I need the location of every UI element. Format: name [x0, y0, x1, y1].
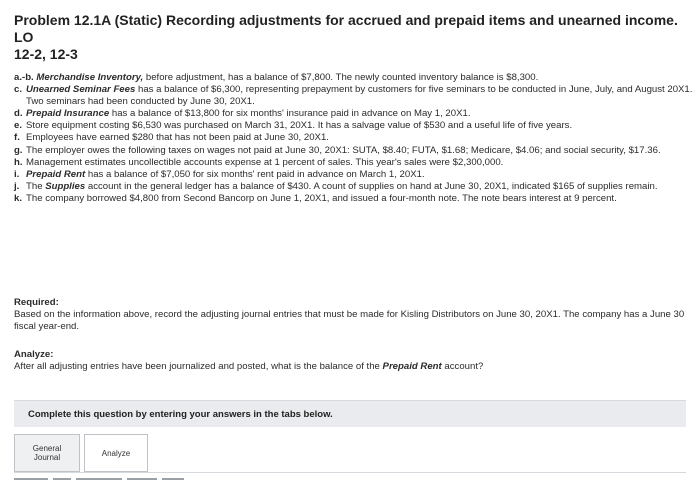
problem-items-list: [14, 72, 694, 205]
item-letter: f.: [14, 132, 20, 144]
tab-analyze[interactable]: [84, 434, 148, 472]
item-text: Store equipment costing $6,530 was purchased on March 31, 20X1. It has a salvage value of $530 and a useful life of five years.: [26, 120, 573, 132]
item-text: Management estimates uncollectible accounts expense at 1 percent of sales. This year's sales were $2,300,000.: [26, 156, 504, 168]
tab-label-line2: Journal: [33, 453, 61, 462]
problem-title-line2: 12-2, 12-3: [14, 46, 78, 62]
item-keyword: Prepaid Insurance: [26, 108, 110, 120]
analyze-keyword: Prepaid Rent: [382, 361, 442, 372]
item-text: has a balance of $13,800 for six months' insurance paid in advance on May 1, 20X1.: [109, 108, 471, 120]
list-item: [14, 120, 694, 132]
item-keyword: Supplies: [45, 180, 86, 192]
list-item: [14, 132, 694, 144]
analyze-text-after: account?: [441, 361, 484, 372]
tab-analyze-label: Analyze: [101, 448, 131, 458]
instructions-text: Complete this question by entering your answers in the tabs below.: [28, 409, 333, 420]
item-keyword: Prepaid Rent: [26, 168, 86, 180]
problem-title-line1: Problem 12.1A (Static) Recording adjustments for accrued and prepaid items and unearned income. LO: [14, 12, 678, 45]
cut-off-text: [14, 476, 314, 483]
required-heading: Required:: [14, 297, 59, 308]
item-letter: e.: [14, 120, 23, 132]
required-section: [14, 297, 694, 333]
item-text: has a balance of $6,300, representing prepayment by customers for five seminars to be conducted in June, July, and August 20X1. Two seminars had been conducted by June 30, 20X1.: [26, 84, 693, 108]
instructions-banner: [14, 400, 686, 427]
problem-title: [14, 12, 690, 63]
list-item: [14, 181, 694, 193]
item-letter: h.: [14, 156, 23, 168]
item-text: Employees have earned $280 that has not been paid at June 30, 20X1.: [26, 132, 329, 144]
item-letter: j.: [14, 180, 20, 192]
item-text: has a balance of $7,050 for six months' rent paid in advance on March 1, 20X1.: [85, 168, 425, 180]
list-item: [14, 169, 694, 181]
item-letter: a.-b.: [14, 72, 34, 83]
tab-general-journal[interactable]: [14, 434, 80, 472]
item-letter: k.: [14, 192, 23, 204]
list-item: [14, 145, 694, 157]
analyze-question: [14, 361, 694, 373]
item-letter: d.: [14, 108, 23, 120]
item-letter: c.: [14, 84, 23, 96]
required-text: Based on the information above, record the adjusting journal entries that must be made for Kisling Distributors on June 30, 20X1. The company has a June 30 fiscal year-end.: [14, 309, 685, 332]
tab-label-line1: General: [32, 444, 62, 453]
list-item: [14, 84, 694, 108]
list-item: [14, 157, 694, 169]
item-keyword: Merchandise Inventory,: [36, 72, 144, 83]
item-text: The company borrowed $4,800 from Second Bancorp on June 1, 20X1, and issued a four-month note. The note bears interest at 9 percent.: [26, 192, 617, 204]
item-text: account in the general ledger has a balance of $430. A count of supplies on hand at June 30, 20X1, indicated $165 of supplies remain.: [85, 180, 658, 192]
item-letter: i.: [14, 168, 20, 180]
item-text: before adjustment, has a balance of $7,800. The newly counted inventory balance is $8,300.: [143, 72, 539, 83]
item-text-pre: The: [26, 180, 46, 192]
list-item: [14, 108, 694, 120]
analyze-section: [14, 349, 694, 373]
tab-divider: [14, 472, 686, 473]
analyze-text-before: After all adjusting entries have been journalized and posted, what is the balance of the: [14, 361, 383, 372]
analyze-heading: Analyze:: [14, 349, 54, 360]
list-item: [14, 193, 694, 205]
item-keyword: Unearned Seminar Fees: [26, 84, 136, 96]
list-item: [14, 72, 694, 84]
item-text: The employer owes the following taxes on wages not paid at June 30, 20X1: SUTA, $8.40; FUTA, $1.68; Medicare, $4.06; and social security, $17.36.: [26, 144, 661, 156]
item-letter: g.: [14, 144, 23, 156]
tab-general-journal-label: [33, 444, 61, 462]
